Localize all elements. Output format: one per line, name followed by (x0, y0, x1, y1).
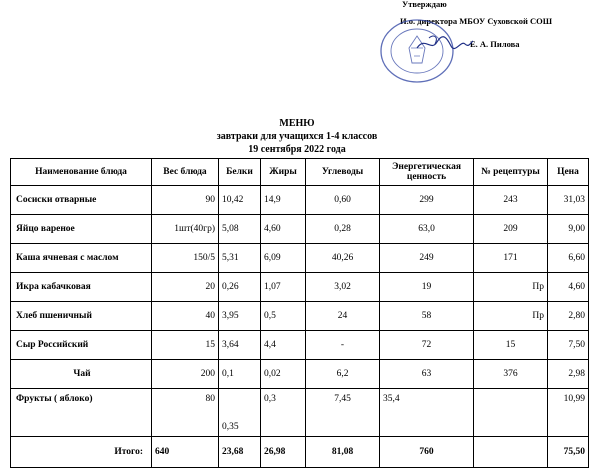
dish-recipe: 171 (474, 244, 548, 273)
dish-energy: 63,0 (380, 215, 474, 244)
dish-weight: 1шт(40гр) (152, 215, 219, 244)
dish-weight: 200 (152, 360, 219, 389)
dish-energy: 249 (380, 244, 474, 273)
dish-energy: 19 (380, 273, 474, 302)
dish-protein: 5,31 (219, 244, 261, 273)
header-weight: Вес блюда (152, 159, 219, 186)
dish-weight: 90 (152, 186, 219, 215)
dish-carbs: - (306, 331, 380, 360)
dish-price: 7,50 (548, 331, 589, 360)
table-row (11, 186, 589, 215)
table-header-row (11, 159, 589, 186)
dish-fat: 6,09 (261, 244, 306, 273)
dish-fat: 1,07 (261, 273, 306, 302)
dish-protein: 0,26 (219, 273, 261, 302)
dish-name: Икра кабачковая (11, 273, 152, 302)
dish-recipe: 15 (474, 331, 548, 360)
dish-fat: 4,60 (261, 215, 306, 244)
dish-protein: 0,35 (219, 389, 261, 437)
dish-recipe: 209 (474, 215, 548, 244)
dish-energy: 299 (380, 186, 474, 215)
dish-weight: 15 (152, 331, 219, 360)
dish-recipe: Пр (474, 302, 548, 331)
table-row (11, 273, 589, 302)
dish-name: Яйцо вареное (11, 215, 152, 244)
dish-name: Чай (11, 360, 152, 389)
dish-carbs: 6,2 (306, 360, 380, 389)
dish-fat: 0,02 (261, 360, 306, 389)
dish-price: 6,60 (548, 244, 589, 273)
table-total-row (11, 437, 589, 468)
total-price: 75,50 (548, 437, 589, 468)
dish-energy: 72 (380, 331, 474, 360)
dish-protein: 3,95 (219, 302, 261, 331)
total-carbs: 81,08 (306, 437, 380, 468)
dish-weight: 20 (152, 273, 219, 302)
dish-name: Фрукты ( яблоко) (11, 389, 152, 437)
dish-fat: 14,9 (261, 186, 306, 215)
dish-weight: 40 (152, 302, 219, 331)
table-row (11, 360, 589, 389)
dish-protein: 5,08 (219, 215, 261, 244)
total-protein: 23,68 (219, 437, 261, 468)
dish-price: 4,60 (548, 273, 589, 302)
table-row (11, 331, 589, 360)
table-row (11, 389, 589, 437)
dish-price: 2,80 (548, 302, 589, 331)
dish-recipe: 376 (474, 360, 548, 389)
header-recipe: № рецептуры (474, 159, 548, 186)
header-protein: Белки (219, 159, 261, 186)
total-energy: 760 (380, 437, 474, 468)
dish-carbs: 3,02 (306, 273, 380, 302)
dish-price: 2,98 (548, 360, 589, 389)
dish-energy: 63 (380, 360, 474, 389)
approval-position: И.о. директора МБОУ Суховской СОШ (400, 16, 553, 26)
header-energy: Энергетическая ценность (380, 159, 474, 186)
approval-signer-name: Е. А. Пилова (470, 39, 520, 49)
header-name: Наименование блюда (11, 159, 152, 186)
dish-recipe: Пр (474, 273, 548, 302)
dish-recipe (474, 389, 548, 437)
menu-title: МЕНЮ (279, 118, 315, 129)
dish-fat: 4,4 (261, 331, 306, 360)
total-weight: 640 (152, 437, 219, 468)
dish-name: Хлеб пшеничный (11, 302, 152, 331)
dish-energy: 35,4 (380, 389, 474, 437)
menu-subtitle: завтраки для учащихся 1-4 классов (216, 131, 378, 142)
dish-weight: 80 (152, 389, 219, 437)
approval-approve-label: Утверждаю (402, 0, 447, 9)
dish-weight: 150/5 (152, 244, 219, 273)
dish-carbs: 40,26 (306, 244, 380, 273)
dish-fat: 0,3 (261, 389, 306, 437)
total-fat: 26,98 (261, 437, 306, 468)
dish-protein: 0,1 (219, 360, 261, 389)
dish-recipe: 243 (474, 186, 548, 215)
header-price: Цена (548, 159, 589, 186)
dish-carbs: 0,28 (306, 215, 380, 244)
dish-energy: 58 (380, 302, 474, 331)
dish-name: Каша ячневая с маслом (11, 244, 152, 273)
table-row (11, 215, 589, 244)
dish-protein: 10,42 (219, 186, 261, 215)
dish-price: 9,00 (548, 215, 589, 244)
table-row (11, 244, 589, 273)
dish-price: 31,03 (548, 186, 589, 215)
signature-icon (415, 32, 475, 54)
menu-date: 19 сентября 2022 года (248, 144, 346, 155)
total-recipe (474, 437, 548, 468)
dish-protein: 3,64 (219, 331, 261, 360)
header-fat: Жиры (261, 159, 306, 186)
dish-name: Сыр Российский (11, 331, 152, 360)
menu-table (10, 158, 589, 468)
total-label: Итого: (11, 437, 152, 468)
dish-fat: 0,5 (261, 302, 306, 331)
dish-carbs: 24 (306, 302, 380, 331)
dish-price: 10,99 (548, 389, 589, 437)
dish-carbs: 7,45 (306, 389, 380, 437)
header-carbs: Углеводы (306, 159, 380, 186)
dish-carbs: 0,60 (306, 186, 380, 215)
table-row (11, 302, 589, 331)
dish-name: Сосиски отварные (11, 186, 152, 215)
